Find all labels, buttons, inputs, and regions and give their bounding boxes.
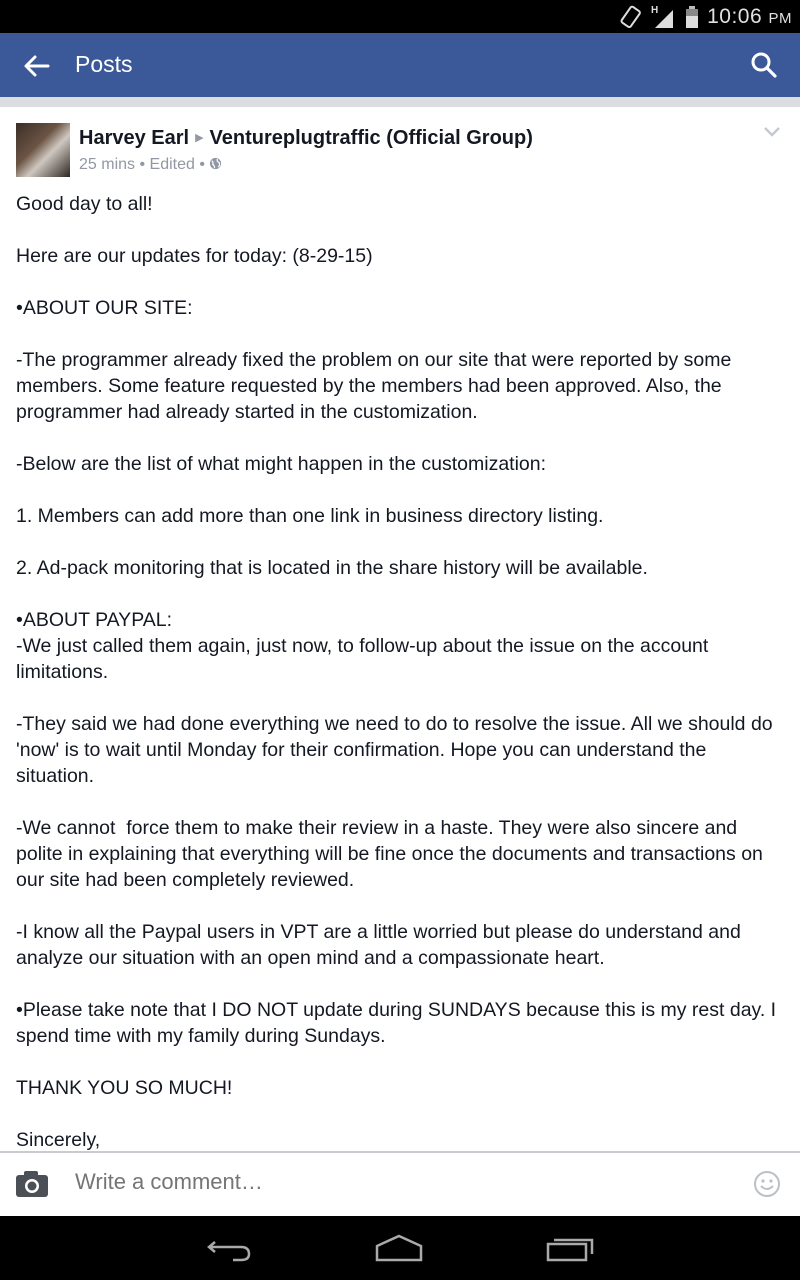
app-bar: [0, 33, 800, 97]
post-paragraph: Good day to all!: [16, 193, 153, 215]
post-body: [16, 191, 786, 1151]
comment-input[interactable]: [75, 1169, 675, 1195]
post-paragraph: -I know all the Paypal users in VPT are a little worried but please do understand and analyze our situation with an open mind and a compassionate heart.: [16, 921, 747, 969]
smiley-icon[interactable]: [753, 1170, 781, 1198]
home-nav-icon[interactable]: [375, 1234, 423, 1262]
triangle-right-icon: ▶: [195, 132, 204, 144]
comment-composer: [0, 1153, 800, 1216]
post-meta: 25 mins • Edited •: [79, 156, 222, 174]
post-header: [79, 127, 533, 150]
post-paragraph: 1. Members can add more than one link in business directory listing.: [16, 505, 604, 527]
post-time[interactable]: 25 mins: [79, 156, 136, 173]
status-bar: [0, 0, 800, 33]
system-nav-bar: [0, 1216, 800, 1280]
chevron-down-icon[interactable]: [764, 125, 780, 137]
post-paragraph: -We cannot force them to make their review in a haste. They were also sincere and polite in explaining that everything will be fine once the documents and transactions on our site had been completely reviewed.: [16, 817, 769, 891]
post-paragraph: THANK YOU SO MUCH!: [16, 1077, 233, 1099]
post-paragraph: -The programmer already fixed the problem on our site that were reported by some members. Some feature requested by the members had been approved. Also, the programmer had already started in the customization.: [16, 349, 737, 423]
author-name[interactable]: Harvey Earl: [79, 127, 190, 149]
search-icon[interactable]: [750, 51, 778, 79]
post-paragraph: •Please take note that I DO NOT update during SUNDAYS because this is my rest day. I spend time with my family during Sundays.: [16, 999, 782, 1047]
post-card: [0, 107, 800, 1151]
camera-icon[interactable]: [15, 1170, 49, 1198]
back-nav-icon[interactable]: [205, 1234, 253, 1262]
avatar[interactable]: [16, 123, 70, 177]
clock: [707, 5, 792, 29]
post-paragraph: 2. Ad-pack monitoring that is located in the share history will be available.: [16, 557, 648, 579]
post-paragraph: Sincerely,: [16, 1129, 101, 1151]
globe-icon: [209, 157, 222, 170]
post-paragraph: Here are our updates for today: (8-29-15): [16, 245, 373, 267]
feed-separator: [0, 97, 800, 107]
post-paragraph: -We just called them again, just now, to follow-up about the issue on the account limitations.: [16, 635, 714, 683]
battery-icon: [685, 5, 699, 29]
post-paragraph: -They said we had done everything we need to do to resolve the issue. All we should do 'now' is to wait until Monday for their confirmation. Hope you can understand the situation.: [16, 713, 779, 787]
post-paragraph: •ABOUT PAYPAL:: [16, 609, 173, 631]
signal-icon: [651, 4, 677, 30]
post-paragraph: -Below are the list of what might happen in the customization:: [16, 453, 547, 475]
clock-time: 10:06: [707, 4, 763, 28]
screen-rotation-icon: [617, 5, 643, 29]
edited-label[interactable]: Edited: [149, 156, 195, 173]
page-title: Posts: [75, 51, 133, 77]
recent-apps-nav-icon[interactable]: [546, 1234, 594, 1262]
clock-ampm: PM: [768, 9, 792, 27]
network-type-label: H: [651, 4, 659, 16]
post-paragraph: •ABOUT OUR SITE:: [16, 297, 193, 319]
group-name[interactable]: Ventureplugtraffic (Official Group): [209, 127, 533, 149]
arrow-left-icon[interactable]: [22, 51, 52, 81]
